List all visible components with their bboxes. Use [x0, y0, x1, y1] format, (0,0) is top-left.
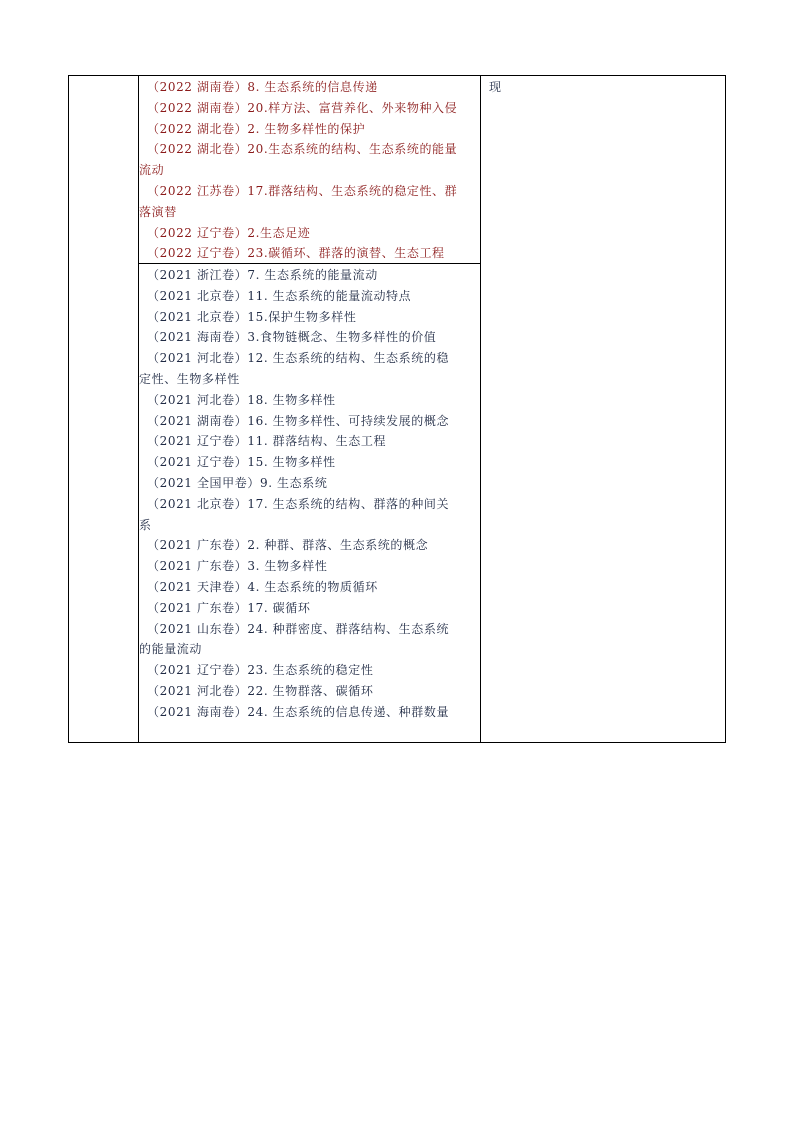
cell-right-text [489, 77, 719, 98]
entry-line: （2022 辽宁卷）23.碳循环、群落的演替、生态工程 [147, 246, 445, 261]
column-divider-right [480, 76, 481, 742]
entry-line: （2022 湖北卷）20.生态系统的结构、生态系统的能量 [147, 142, 458, 157]
entry-line: （2022 湖南卷）8. 生态系统的信息传递 [147, 80, 378, 94]
entry-line: （2022 湖北卷）2. 生物多样性的保护 [147, 121, 366, 136]
exam-topics-table [68, 75, 726, 743]
entry-line: （2021 辽宁卷）11. 群落结构、生态工程 [147, 434, 387, 449]
entry-line: （2022 江苏卷）17.群落结构、生态系统的稳定性、群 [147, 183, 458, 198]
entry-line: （2022 辽宁卷）2.生态足迹 [147, 225, 311, 240]
entry-line: 定性、生物多样性 [139, 371, 240, 386]
entry-line: （2021 河北卷）18. 生物多样性 [147, 392, 336, 407]
entry-line: （2021 广东卷）3. 生物多样性 [147, 559, 328, 574]
entry-line: （2021 天津卷）4. 生态系统的物质循环 [147, 579, 378, 594]
entry-line: 系 [139, 517, 152, 532]
cell-2022-entries [139, 77, 477, 264]
entry-line: （2021 河北卷）12. 生态系统的结构、生态系统的稳 [147, 351, 450, 366]
entry-line: （2021 广东卷）2. 种群、群落、生态系统的概念 [147, 538, 429, 553]
entry-line: （2021 浙江卷）7. 生态系统的能量流动 [147, 268, 378, 282]
entry-line: （2021 海南卷）24. 生态系统的信息传递、种群数量 [147, 704, 450, 719]
entry-line: （2021 北京卷）17. 生态系统的结构、群落的种间关 [147, 496, 450, 511]
entry-line: （2021 湖南卷）16. 生物多样性、可持续发展的概念 [147, 413, 450, 428]
entry-line: （2021 北京卷）15.保护生物多样性 [147, 309, 357, 324]
entry-line: 流动 [139, 163, 165, 178]
entry-line: （2021 广东卷）17. 碳循环 [147, 600, 311, 615]
entry-line: （2021 辽宁卷）15. 生物多样性 [147, 455, 336, 470]
entry-line: （2021 河北卷）22. 生物群落、碳循环 [147, 683, 374, 698]
cell-2021-entries [139, 265, 477, 723]
entry-line: （2021 北京卷）11. 生态系统的能量流动特点 [147, 288, 412, 303]
entry-line: （2021 全国甲卷）9. 生态系统 [147, 475, 328, 490]
entry-line: （2021 山东卷）24. 种群密度、群落结构、生态系统 [147, 621, 450, 636]
entry-line: （2022 湖南卷）20.样方法、富营养化、外来物种入侵 [147, 100, 458, 115]
right-cell-line: 现 [489, 80, 502, 94]
entry-line: （2021 辽宁卷）23. 生态系统的稳定性 [147, 663, 374, 678]
entry-line: 落演替 [139, 204, 177, 219]
entry-line: （2021 海南卷）3.食物链概念、生物多样性的价值 [147, 330, 437, 345]
entry-line: 的能量流动 [139, 642, 203, 657]
